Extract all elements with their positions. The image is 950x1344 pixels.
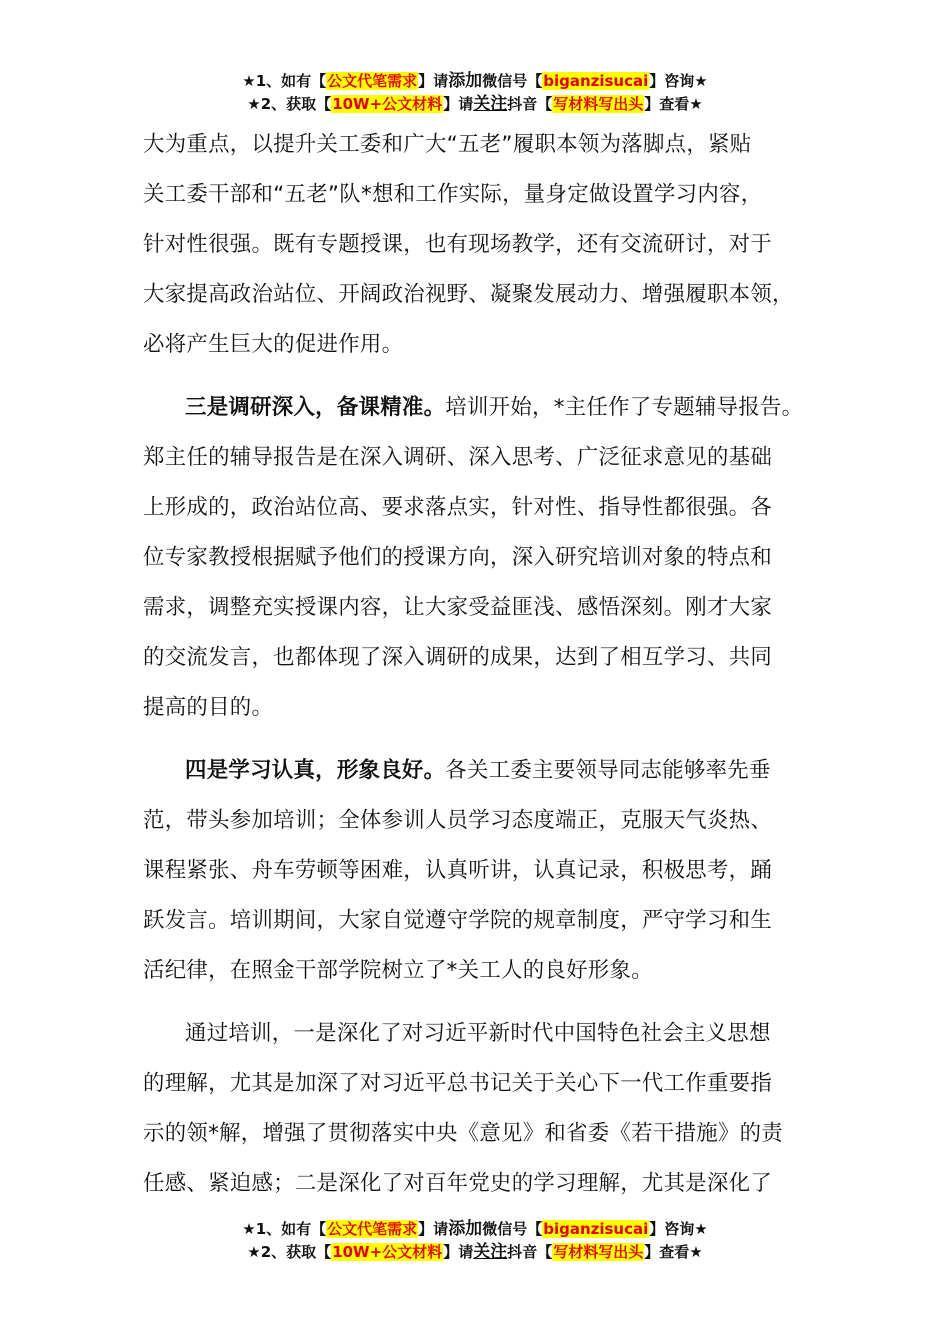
paragraph-1: 大为重点，以提升关工委和广大“五老”履职本领为落脚点，紧贴 关工委干部和“五老”队*想和工作实际，量身定做设置学习内容， 针对性很强。既有专题授课，也有现场教学，还有交流研讨，对于 大家提高政治站位、开阔政治视野、凝聚发展动力、增强履职本领， 必将产生巨大的促进作用。 bbox=[143, 132, 794, 357]
header-promo-banner bbox=[0, 70, 950, 116]
promo-wechat-id: biganzisucai bbox=[543, 1220, 649, 1238]
promo-line-1: ★1、如有【公文代笔需求】请添加微信号【biganzisucai】咨询★ bbox=[242, 1219, 708, 1239]
paragraph-2: 三是调研深入，备课精准。培训开始，*主任作了专题辅导报告。 郑主任的辅导报告是在深入调研、深入思考、广泛征求意见的基础 上形成的，政治站位高、要求落点实，针对性、指导性都很强。各 位专家教授根据赋予他们的授课方向，深入研究培训对象的特点和 需求，调整充实授课内容，让大家受益匪浅、感悟深刻。刚才大家 的交流发言，也都体现了深入调研的成果，达到了相互学习、共同 提高的目的。 bbox=[143, 395, 804, 720]
footer-promo-banner bbox=[0, 1218, 950, 1264]
promo-highlight: 公文代笔需求 bbox=[327, 72, 418, 90]
promo-line-2: ★2、获取【10W+公文材料】请关注抖音【写材料写出头】查看★ bbox=[247, 94, 703, 114]
promo-highlight: 公文代笔需求 bbox=[327, 1220, 418, 1238]
paragraph-heading: 四是学习认真，形象良好。 bbox=[185, 758, 446, 783]
paragraph-3: 四是学习认真，形象良好。各关工委主要领导同志能够率先垂 范，带头参加培训；全体参训人员学习态度端正，克服天气炎热、 课程紧张、舟车劳顿等困难，认真听讲，认真记录，积极思考，踊 跃发言。培训期间，大家自觉遵守学院的规章制度，严守学习和生 活纪律，在照金干部学院树立了*关工人的良好形象。 bbox=[143, 758, 773, 983]
promo-highlight: 10W+公文材料 bbox=[332, 1243, 443, 1261]
paragraph-heading: 三是调研深入，备课精准。 bbox=[185, 395, 446, 420]
promo-douyin-id: 写材料写出头 bbox=[553, 1243, 644, 1261]
promo-line-1: ★1、如有【公文代笔需求】请添加微信号【biganzisucai】咨询★ bbox=[242, 71, 708, 91]
promo-wechat-id: biganzisucai bbox=[543, 72, 649, 90]
promo-highlight: 10W+公文材料 bbox=[332, 95, 443, 113]
document-body bbox=[143, 120, 825, 1209]
paragraph-4: 通过培训，一是深化了对习近平新时代中国特色社会主义思想 的理解，尤其是加深了对习近平总书记关于关心下一代工作重要指 示的领*解，增强了贯彻落实中央《意见》和省委《若干措施》的责 任感、紧迫感；二是深化了对百年党史的学习理解，尤其是深化了 bbox=[143, 1021, 784, 1196]
promo-line-2: ★2、获取【10W+公文材料】请关注抖音【写材料写出头】查看★ bbox=[247, 1242, 703, 1262]
promo-douyin-id: 写材料写出头 bbox=[553, 95, 644, 113]
